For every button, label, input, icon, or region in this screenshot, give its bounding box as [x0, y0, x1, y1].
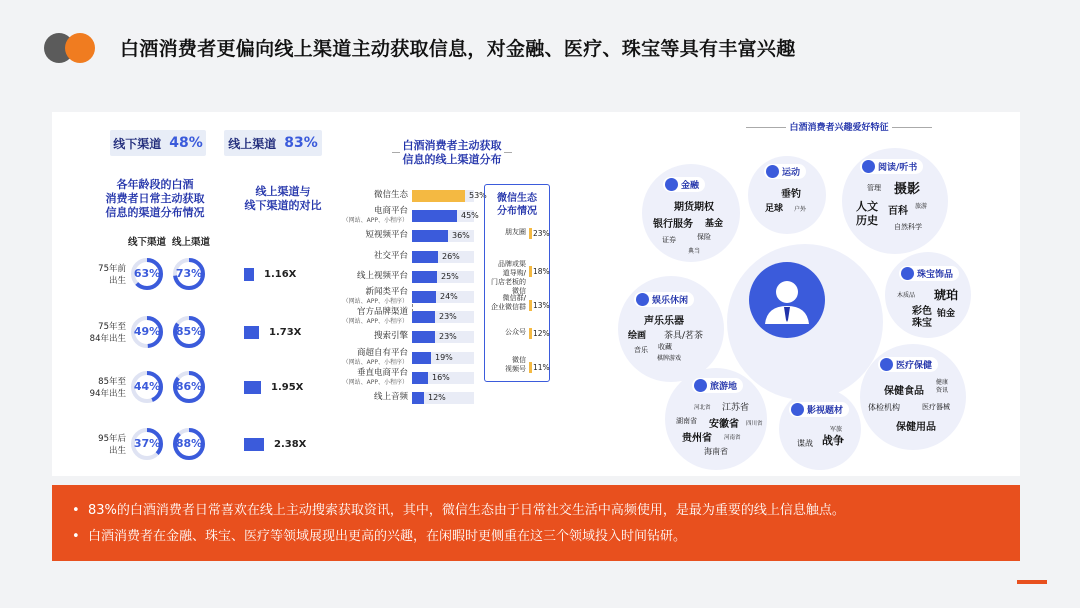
wechat-item-value: 13%	[533, 301, 550, 310]
col-offline-label: 线下渠道	[128, 237, 167, 248]
interest-word: 体检机构	[868, 403, 900, 412]
ring-value: 37%	[133, 437, 161, 450]
ratio-value: 1.95X	[271, 382, 304, 393]
ring-value: 73%	[175, 267, 203, 280]
interest-word: 百科	[888, 206, 908, 217]
wechat-item-bar	[529, 228, 532, 239]
interest-word: 管理	[867, 184, 881, 192]
interest-word: 谍战	[797, 439, 813, 448]
summary-line-2: • 白酒消费者在金融、珠宝、医疗等领域展现出更高的兴趣，在闲暇时更侧重在这三个领域投入时间钻研。	[72, 529, 686, 544]
interest-word: 贵州省	[682, 433, 712, 444]
interest-word: 银行服务	[653, 219, 693, 230]
wechat-item-value: 23%	[533, 229, 550, 238]
channel-bar	[412, 271, 437, 283]
col-online-label: 线上渠道	[172, 237, 211, 248]
compare-title: 线上渠道与 线下渠道的对比	[244, 185, 322, 212]
channel-label: 电商平台 （网站、APP、小程序）	[342, 206, 408, 224]
age-label: 75年至 84年出生	[89, 322, 126, 344]
interest-word: 保健用品	[896, 422, 936, 433]
health-chip: 医疗保健	[878, 357, 938, 372]
ratio-bar	[244, 326, 259, 339]
reading-chip: 阅读/听书	[860, 159, 923, 174]
channel-bar	[412, 311, 435, 323]
interest-word: 健康	[936, 379, 949, 386]
channel-value: 36%	[452, 231, 470, 240]
film-circle	[779, 388, 861, 470]
interest-word: 安徽省	[709, 419, 739, 430]
age-label: 75年前 出生	[98, 264, 126, 286]
interest-word: 棋牌游戏	[657, 355, 682, 362]
wechat-item-label: 朋友圈	[505, 228, 526, 236]
channel-value: 53%	[469, 191, 487, 200]
channel-label: 官方品牌渠道 （网站、APP、小程序）	[342, 307, 408, 325]
summary-banner	[52, 485, 1020, 561]
interest-word: 保险	[697, 233, 711, 241]
channel-value: 24%	[440, 292, 458, 301]
ratio-value: 2.38X	[274, 439, 307, 450]
interest-word: 自然科学	[894, 223, 922, 231]
channel-bar	[412, 331, 435, 343]
interest-word: 彩色	[912, 306, 932, 317]
wechat-title: 微信生态 分布情况	[497, 193, 537, 217]
interest-word: 典当	[688, 248, 701, 255]
finance-chip: 金融	[663, 177, 705, 192]
interest-word: 珠宝	[912, 318, 932, 329]
sports-icon	[766, 165, 779, 178]
interest-word: 保健食品	[884, 386, 924, 397]
interest-word: 军旅	[830, 426, 843, 433]
wechat-item-label: 品牌或渠 道导购/ 门店老板的微信	[491, 260, 526, 295]
interest-word: 四川省	[746, 421, 763, 427]
channel-value: 12%	[428, 393, 446, 402]
interest-word: 资讯	[936, 387, 949, 394]
interest-word: 河南省	[724, 435, 741, 441]
entertainment-chip: 娱乐休闲	[634, 292, 694, 307]
channel-value: 23%	[439, 312, 457, 321]
interest-word: 垂钓	[781, 189, 801, 200]
channel-label: 垂直电商平台 （网站、APP、小程序）	[342, 368, 408, 386]
book-icon	[862, 160, 875, 173]
chart-title: 白酒消费者主动获取 信息的线上渠道分布	[402, 139, 502, 166]
ratio-value: 1.73X	[269, 327, 302, 338]
pill-label: 线上渠道	[228, 136, 277, 151]
channel-label: 短视频平台	[365, 230, 408, 240]
ring-value: 63%	[133, 267, 161, 280]
age-channel-title: 各年龄段的白酒 消费者日常主动获取 信息的渠道分布情况	[105, 178, 205, 219]
age-label: 85年至 94年出生	[89, 377, 126, 399]
channel-label: 社交平台	[373, 251, 408, 261]
wechat-item-label: 公众号	[505, 328, 526, 336]
channel-label: 新闻类平台 （网站、APP、小程序）	[342, 287, 408, 305]
channel-bar	[412, 190, 465, 202]
ring-value: 49%	[133, 325, 161, 338]
channel-bar	[412, 352, 431, 364]
channel-label: 搜索引擎	[373, 331, 408, 341]
wechat-item-value: 12%	[533, 329, 550, 338]
ratio-bar	[244, 381, 261, 394]
entertainment-icon	[636, 293, 649, 306]
channel-bar	[412, 291, 436, 303]
interest-word: 战争	[822, 434, 844, 447]
ratio-value: 1.16X	[264, 269, 297, 280]
channel-value: 26%	[442, 252, 460, 261]
channel-value: 16%	[432, 373, 450, 382]
interest-word: 期货期权	[674, 202, 714, 213]
interest-word: 摄影	[894, 182, 921, 197]
interest-word: 人文	[856, 200, 878, 213]
channel-label: 商超自有平台 （网站、APP、小程序）	[342, 348, 408, 366]
jewelry-chip: 珠宝饰品	[899, 266, 959, 281]
travel-icon	[694, 379, 707, 392]
channel-bar	[412, 392, 424, 404]
interests-title: 白酒消费者兴趣爱好特征	[674, 120, 1004, 133]
ring-value: 44%	[133, 380, 161, 393]
interest-word: 绘画	[628, 331, 647, 341]
interest-word: 茶具/茗茶	[664, 331, 704, 341]
wechat-item-label: 微信 视频号	[505, 356, 526, 373]
film-chip: 影视题材	[789, 402, 849, 417]
channel-bar	[412, 230, 448, 242]
interest-word: 证券	[662, 236, 676, 244]
wechat-item-value: 11%	[533, 363, 550, 372]
wechat-item-bar	[529, 328, 532, 339]
online-channel-pill	[224, 130, 322, 156]
wechat-item-bar	[529, 266, 532, 277]
wechat-item-label: 微信群/ 企业微信群	[491, 294, 526, 311]
offline-channel-pill	[110, 130, 206, 156]
interest-word: 木质品	[897, 292, 916, 299]
finance-icon	[665, 178, 678, 191]
summary-line-1: • 83%的白酒消费者日常喜欢在线上主动搜索获取资讯，其中，微信生态由于日常社交生活中高频使用，是最为重要的线上信息触点。	[72, 503, 845, 518]
interest-word: 基金	[705, 219, 724, 229]
channel-label: 微信生态	[373, 190, 408, 200]
interest-word: 声乐乐器	[644, 316, 684, 327]
interest-word: 音乐	[634, 346, 648, 354]
interest-word: 琥珀	[934, 288, 959, 302]
interest-word: 历史	[856, 214, 878, 227]
ring-value: 85%	[175, 325, 203, 338]
ring-value: 88%	[175, 437, 203, 450]
channel-bar	[412, 251, 438, 263]
travel-chip: 旅游地	[692, 378, 743, 393]
channel-label: 线上视频平台	[356, 271, 408, 281]
age-label: 95年后 出生	[98, 434, 126, 456]
interest-word: 医疗器械	[922, 403, 950, 411]
ring-value: 86%	[175, 380, 203, 393]
sports-chip: 运动	[764, 164, 806, 179]
jewelry-icon	[901, 267, 914, 280]
interest-word: 户外	[794, 206, 807, 213]
channel-value: 25%	[441, 272, 459, 281]
channel-value: 45%	[461, 211, 479, 220]
interest-word: 铂金	[937, 309, 956, 319]
pill-label: 线下渠道	[113, 136, 162, 151]
interest-word: 收藏	[658, 343, 672, 351]
content-panel	[52, 112, 1020, 476]
interest-word: 河北省	[694, 405, 711, 411]
wechat-item-bar	[529, 362, 532, 373]
pill-pct: 48%	[169, 135, 203, 151]
ratio-bar	[244, 268, 254, 281]
page-title: 白酒消费者更偏向线上渠道主动获取信息，对金融、医疗、珠宝等具有丰富兴趣	[120, 38, 796, 60]
film-icon	[791, 403, 804, 416]
page-indicator	[1017, 580, 1047, 584]
interest-word: 足球	[765, 204, 784, 214]
interest-word: 旅游	[915, 203, 928, 210]
channel-bar	[412, 372, 428, 384]
pill-pct: 83%	[284, 135, 318, 151]
interest-word: 湖南省	[676, 417, 697, 425]
health-icon	[880, 358, 893, 371]
consumer-icon	[749, 262, 825, 338]
interest-word: 海南省	[704, 447, 728, 456]
channel-label: 线上音频	[373, 392, 408, 402]
channel-value: 23%	[439, 332, 457, 341]
channel-value: 19%	[435, 353, 453, 362]
wechat-item-bar	[529, 300, 532, 311]
ratio-bar	[244, 438, 264, 451]
brand-logo	[44, 33, 104, 63]
wechat-item-value: 18%	[533, 267, 550, 276]
channel-bar	[412, 210, 457, 222]
interest-word: 江苏省	[722, 403, 750, 413]
